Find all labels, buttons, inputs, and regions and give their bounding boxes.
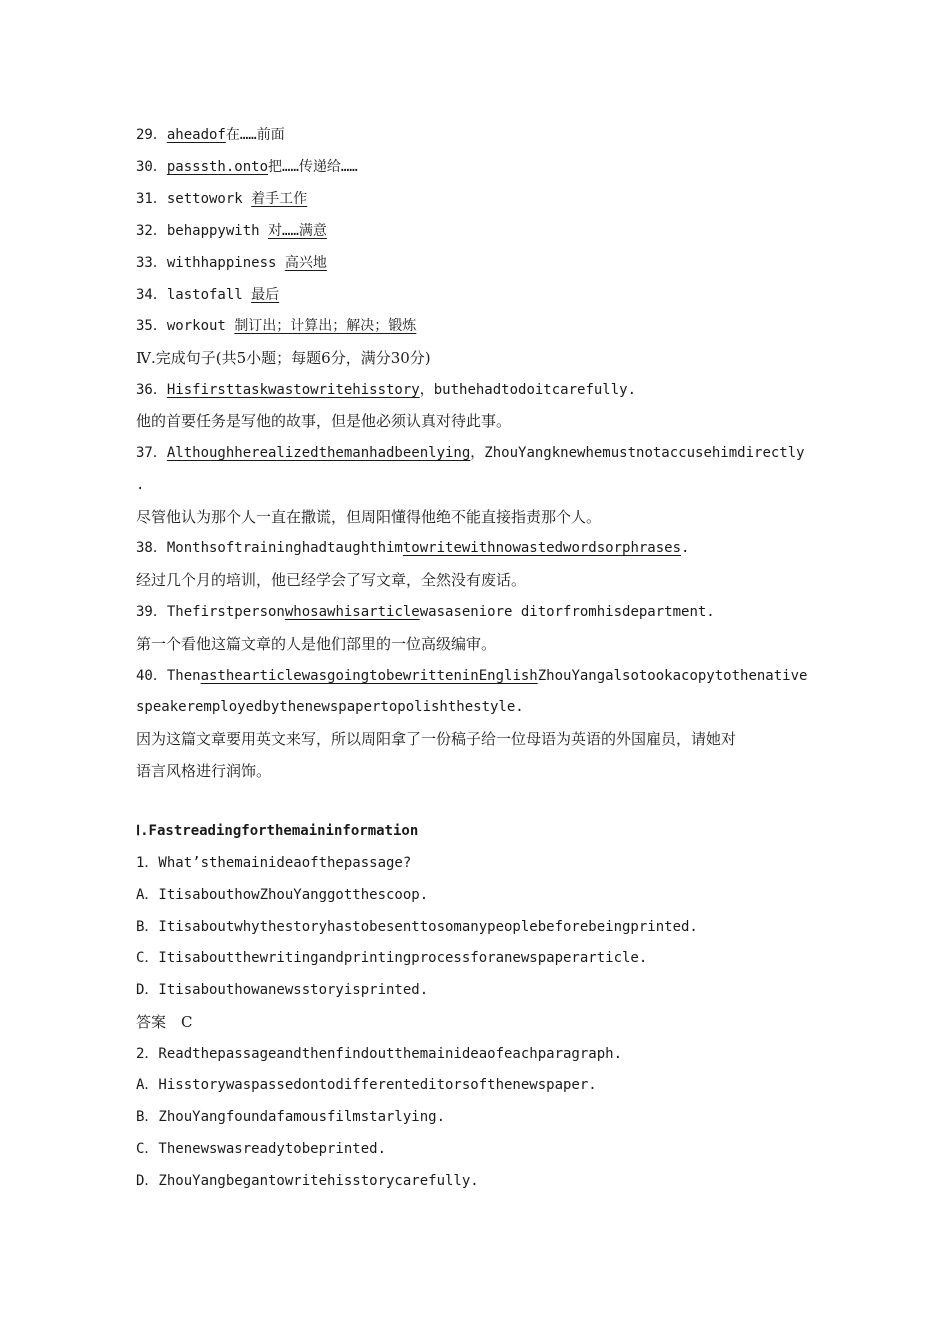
sentence-36 <box>136 380 826 400</box>
vocab-item-35 <box>136 316 826 336</box>
item-number: 34． <box>136 287 167 303</box>
sentence-text: ZhouYangalsotookacopytothenative <box>537 668 808 684</box>
vocab-term: settowork <box>166 191 243 207</box>
q1-option-a: A．ItisabouthowZhouYanggotthescoop. <box>136 887 429 903</box>
item-number: 30． <box>136 159 167 175</box>
vocab-term: workout <box>166 318 226 334</box>
item-number: 35． <box>136 318 167 334</box>
q1-answer: 答案 C <box>136 1013 193 1031</box>
q2-option-a: A．Hisstorywaspassedontodifferenteditorsofthenewspaper. <box>136 1077 597 1093</box>
sentence-text: wasaseniore ditorfromhisdepartment. <box>419 604 715 620</box>
answer-text: Althoughherealizedthemanhadbeenlying <box>166 445 471 461</box>
item-number: 36． <box>136 382 167 398</box>
vocab-meaning: 对……满意 <box>268 223 327 239</box>
translation-36: 他的首要任务是写他的故事，但是他必须认真对待此事。 <box>136 412 512 430</box>
answer-text: whosawhisarticle <box>284 604 420 620</box>
sentence-39 <box>136 602 826 622</box>
q1-option-b: B．Itisaboutwhythestoryhastobesenttosomanypeoplebeforebeingprinted. <box>136 919 698 935</box>
sentence-38 <box>136 538 826 558</box>
sentence-37 <box>136 443 826 463</box>
translation-38: 经过几个月的培训，他已经学会了写文章，全然没有废话。 <box>136 571 527 589</box>
vocab-term: lastofall <box>166 287 243 303</box>
translation-37: 尽管他认为那个人一直在撒谎，但周阳懂得他绝不能直接指责那个人。 <box>136 508 602 526</box>
answer-text: asthearticlewasgoingtobewritteninEnglish <box>200 668 538 684</box>
item-number: 29． <box>136 127 167 143</box>
vocab-meaning: 高兴地 <box>284 255 327 271</box>
sentence-text: Monthsoftraininghadtaughthim <box>166 540 403 556</box>
vocab-meaning: 把……传递给…… <box>268 159 358 175</box>
vocab-item-34 <box>136 285 826 305</box>
sentence-37-end: . <box>136 477 145 493</box>
vocab-item-30 <box>136 157 826 177</box>
item-number: 33． <box>136 255 167 271</box>
reading-heading: Ⅰ.Fastreadingforthemaininformation <box>136 823 419 839</box>
answer-text: Hisfirsttaskwastowritehisstory <box>166 382 420 398</box>
vocab-term: withhappiness <box>166 255 277 271</box>
item-number: 32． <box>136 223 167 239</box>
vocab-item-33 <box>136 253 826 273</box>
vocab-meaning: 着手工作 <box>251 191 308 207</box>
question-2: 2．Readthepassageandthenfindoutthemainideaofeachparagraph. <box>136 1046 623 1062</box>
vocab-term: behappywith <box>166 223 260 239</box>
q1-option-c: C．Itisaboutthewritingandprintingprocessforanewspaperarticle. <box>136 950 648 966</box>
item-number: 39． <box>136 604 167 620</box>
sentence-text: ，buthehadtodoitcarefully. <box>419 382 637 398</box>
vocab-meaning: 最后 <box>251 287 280 303</box>
q1-option-d: D．Itisabouthowanewsstoryisprinted. <box>136 982 429 998</box>
vocab-meaning: 制订出；计算出；解决；锻炼 <box>234 318 417 334</box>
item-number: 40． <box>136 668 167 684</box>
vocab-item-31 <box>136 189 826 209</box>
vocab-term: passsth.onto <box>166 159 269 175</box>
section-heading: Ⅳ.完成句子(共5小题；每题6分，满分30分) <box>136 349 431 367</box>
sentence-text: Thefirstperson <box>166 604 285 620</box>
sentence-40-cont: speakeremployedbythenewspapertopolishthestyle. <box>136 699 524 715</box>
item-number: 38． <box>136 540 167 556</box>
q2-option-c: C．Thenewswasreadytobeprinted. <box>136 1141 387 1157</box>
q2-option-d: D．ZhouYangbegantowritehisstorycarefully. <box>136 1173 479 1189</box>
translation-40-cont: 语言风格进行润饰。 <box>136 762 272 780</box>
item-number: 31． <box>136 191 167 207</box>
sentence-40 <box>136 666 826 686</box>
vocab-item-29 <box>136 125 826 145</box>
translation-40: 因为这篇文章要用英文来写，所以周阳拿了一份稿子给一位母语为英语的外国雇员，请她对 <box>136 730 737 748</box>
sentence-text: ，ZhouYangknewhemustnotaccusehimdirectly <box>470 445 805 461</box>
sentence-text: Then <box>166 668 201 684</box>
q2-option-b: B．ZhouYangfoundafamousfilmstarlying. <box>136 1109 446 1125</box>
vocab-meaning: 在……前面 <box>225 127 285 143</box>
vocab-item-32 <box>136 221 826 241</box>
item-number: 37． <box>136 445 167 461</box>
vocab-term: aheadof <box>166 127 226 143</box>
sentence-text: . <box>681 540 690 556</box>
answer-text: towritewithnowastedwordsorphrases <box>402 540 682 556</box>
question-1: 1．What’sthemainideaofthepassage? <box>136 855 412 871</box>
translation-39: 第一个看他这篇文章的人是他们部里的一位高级编审。 <box>136 635 497 653</box>
